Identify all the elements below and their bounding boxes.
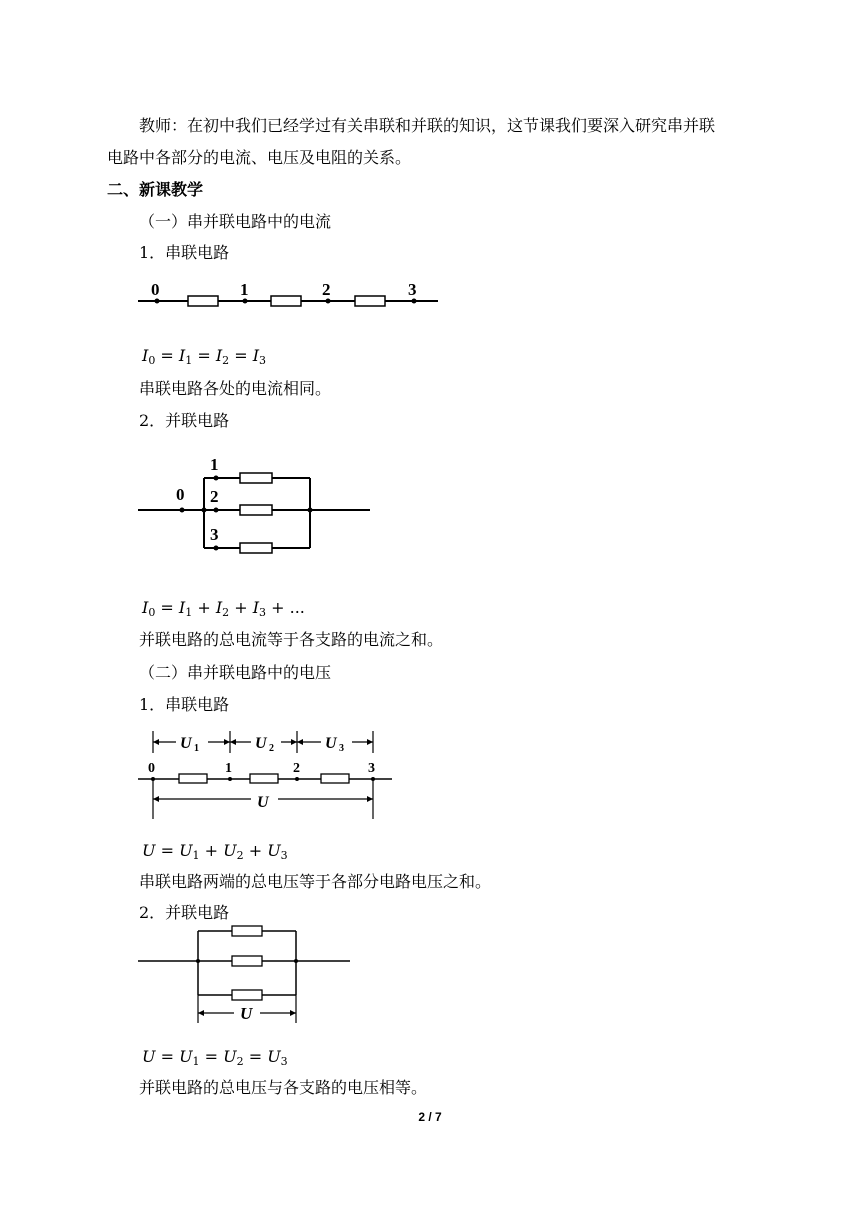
- page-number: 2 / 7: [418, 1110, 442, 1124]
- resistor: [355, 296, 385, 306]
- node-dot: [326, 299, 331, 304]
- parallel-current-formula: $I_0 = I_1 + I_2 + I_3$ + ...: [142, 598, 305, 619]
- svg-text:1: 1: [194, 743, 199, 754]
- svg-text:3: 3: [368, 761, 375, 776]
- resistor: [240, 505, 272, 515]
- node-label: 2: [322, 280, 331, 299]
- node-label: 1: [210, 455, 219, 474]
- section-heading: 二、新课教学: [107, 180, 204, 199]
- node-label: 0: [151, 280, 160, 299]
- svg-text:U: U: [257, 794, 269, 811]
- series-circuit-diagram: [136, 280, 446, 320]
- resistor: [188, 296, 218, 306]
- resistor: [232, 990, 262, 1000]
- voltage-series-title: 1．串联电路: [139, 695, 230, 714]
- resistor: [240, 543, 272, 553]
- series-voltage-formula: $U = U_1 + U_2 + U_3$: [142, 841, 288, 862]
- series-current-formula: $I_0 = I_1 = I_2 = I_3$: [142, 346, 267, 367]
- svg-text:2: 2: [269, 743, 274, 754]
- intro-line-1: 教师：在初中我们已经学过有关串联和并联的知识，这节课我们要深入研究串并联: [139, 116, 716, 135]
- current-series-title: 1．串联电路: [139, 243, 230, 262]
- svg-text:1: 1: [225, 761, 232, 776]
- node-label: 3: [210, 525, 219, 544]
- svg-text:0: 0: [148, 761, 155, 776]
- parallel-circuit-diagram: [136, 452, 376, 552]
- parallel-voltage-conclusion: 并联电路的总电压与各支路的电压相等。: [139, 1078, 428, 1097]
- node-dot: [155, 299, 160, 304]
- resistor: [250, 774, 278, 783]
- parallel-current-conclusion: 并联电路的总电流等于各支路的电流之和。: [139, 630, 444, 649]
- current-heading: （一）串并联电路中的电流: [139, 212, 332, 231]
- series-voltage-diagram: [136, 727, 406, 822]
- parallel-voltage-diagram: [136, 922, 356, 1022]
- resistor: [232, 926, 262, 936]
- node-dot: [243, 299, 248, 304]
- node-dot: [412, 299, 417, 304]
- svg-text:U: U: [325, 735, 337, 752]
- node-label: 1: [240, 280, 249, 299]
- intro-line-2: 电路中各部分的电流、电压及电阻的关系。: [107, 148, 412, 167]
- node-label: 0: [176, 485, 185, 504]
- svg-text:3: 3: [339, 743, 344, 754]
- resistor: [232, 956, 262, 966]
- series-current-conclusion: 串联电路各处的电流相同。: [139, 379, 332, 398]
- svg-text:U: U: [180, 735, 192, 752]
- resistor: [240, 473, 272, 483]
- node-label: 2: [210, 487, 219, 506]
- voltage-heading: （二）串并联电路中的电压: [139, 663, 332, 682]
- parallel-voltage-formula: $U = U_1 = U_2 = U_3$: [142, 1047, 288, 1068]
- resistor: [271, 296, 301, 306]
- svg-text:U: U: [240, 1004, 253, 1023]
- resistor: [321, 774, 349, 783]
- series-voltage-conclusion: 串联电路两端的总电压等于各部分电路电压之和。: [139, 872, 492, 891]
- node-label: 3: [408, 280, 417, 299]
- voltage-parallel-title: 2．并联电路: [139, 903, 230, 922]
- svg-text:U: U: [255, 735, 267, 752]
- resistor: [179, 774, 207, 783]
- svg-text:2: 2: [293, 761, 300, 776]
- current-parallel-title: 2．并联电路: [139, 411, 230, 430]
